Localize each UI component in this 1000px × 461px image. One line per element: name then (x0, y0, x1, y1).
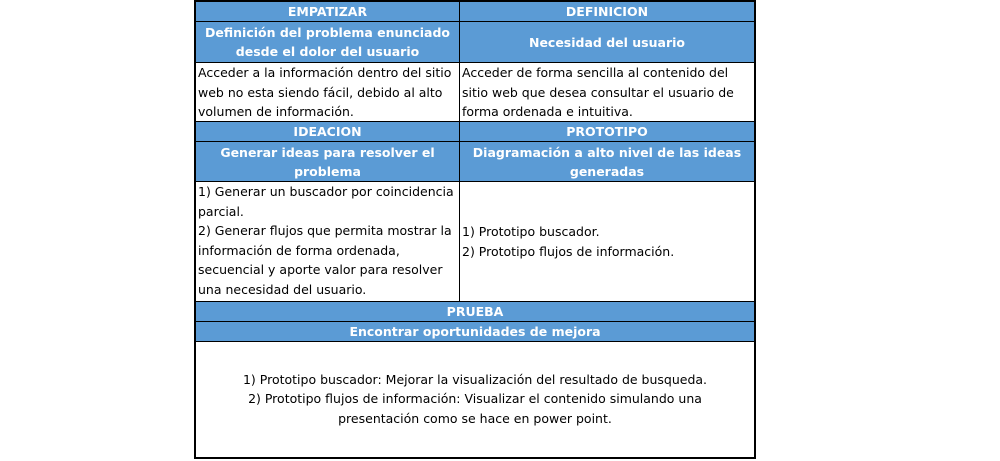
empatizar-subtitle: Definición del problema enunciado desde el dolor del usuario (196, 22, 460, 62)
prueba-subtitle: Encontrar oportunidades de mejora (196, 322, 754, 341)
definicion-header: DEFINICION (460, 2, 754, 21)
prototipo-item: 1) Prototipo buscador. (462, 224, 600, 239)
prototipo-item: 2) Prototipo flujos de información. (462, 243, 675, 259)
prueba-body-row (196, 342, 754, 456)
prototipo-header: PROTOTIPO (460, 122, 754, 141)
prueba-subtitle-row (196, 322, 754, 342)
prueba-item: 1) Prototipo buscador: Mejorar la visualización del resultado de busqueda. (242, 371, 708, 387)
subtitle-row (196, 22, 754, 63)
subtitle-row-2 (196, 142, 754, 182)
ideas-row (196, 182, 754, 302)
problem-row (196, 63, 754, 122)
prueba-item: 2) Prototipo flujos de información: Visualizar el contenido simulando una presentación como se hace en power point. (248, 391, 702, 426)
prototipo-list (460, 182, 754, 301)
design-thinking-table (194, 0, 756, 459)
prueba-list (196, 342, 754, 456)
definicion-text: Acceder de forma sencilla al contenido del sitio web que desea consultar el usuario de forma ordenada e intuitiva. (460, 63, 754, 121)
ideacion-subtitle: Generar ideas para resolver el problema (196, 142, 460, 181)
ideacion-header: IDEACION (196, 122, 460, 141)
prueba-header: PRUEBA (196, 302, 754, 321)
prueba-header-row (196, 302, 754, 322)
phase-header-row (196, 2, 754, 22)
prototipo-subtitle: Diagramación a alto nivel de las ideas generadas (460, 142, 754, 181)
ideacion-item: 1) Generar un buscador por coincidencia parcial. (198, 184, 454, 219)
phase-header-row-2 (196, 122, 754, 142)
empatizar-text: Acceder a la información dentro del sitio web no esta siendo fácil, debido al alto volumen de información. (196, 63, 460, 121)
definicion-subtitle: Necesidad del usuario (460, 22, 754, 62)
ideacion-list (196, 182, 460, 301)
ideacion-item: 2) Generar flujos que permita mostrar la información de forma ordenada, secuencial y aporte valor para resolver una necesidad del usuario. (198, 223, 452, 297)
empatizar-header: EMPATIZAR (196, 2, 460, 21)
